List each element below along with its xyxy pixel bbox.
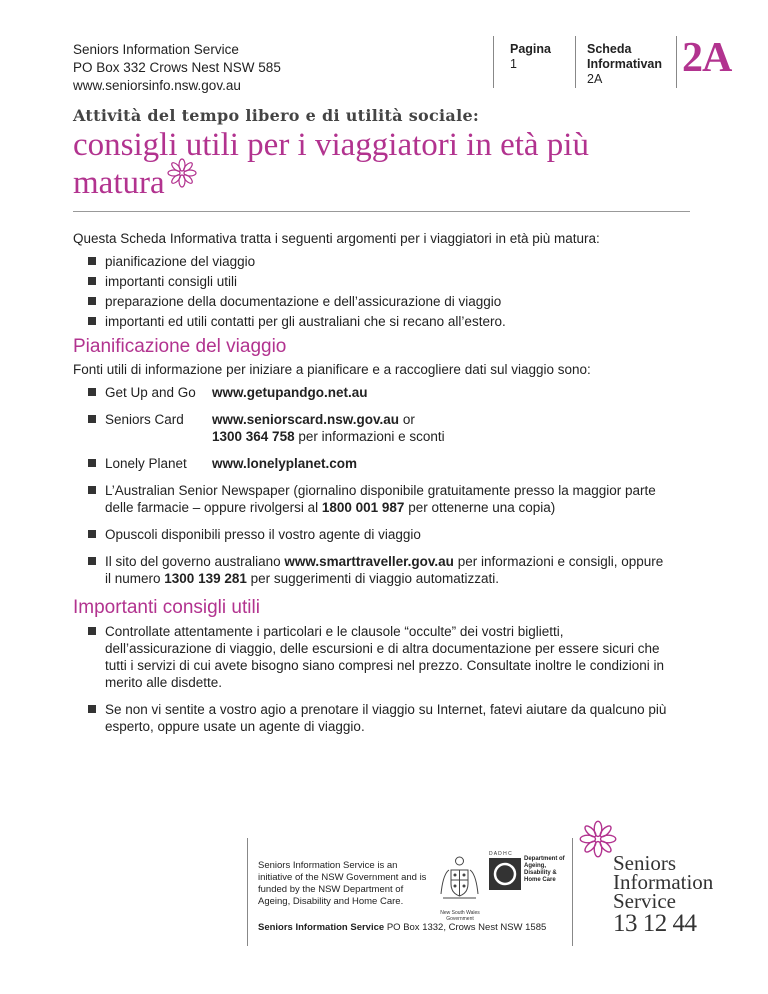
bullet-icon [88,486,96,494]
gov-link[interactable]: www.smarttraveller.gov.au [284,554,454,569]
page-number: 1 [510,57,517,71]
list-item: preparazione della documentazione e dell’assicurazione di viaggio [73,293,673,310]
footer-divider-1 [247,838,248,946]
resource-link[interactable]: www.lonelyplanet.com [212,456,358,471]
list-item: Il sito del governo australiano www.smarttraveller.gov.au per informazioni e consigli, oppure il numero 1300 139 281 per suggerimenti di viaggio automatizzati. [73,553,673,587]
sheet-code-small: 2A [587,72,603,86]
nsw-crest-icon [437,852,482,910]
header-address [73,41,281,95]
section-heading-planning: Pianificazione del viaggio [73,336,287,357]
resource-link[interactable]: www.getupandgo.net.au [212,385,368,400]
header-divider-3 [676,36,677,88]
bullet-icon [88,388,96,396]
sheet-label-2: Informativan [587,57,663,71]
sheet-label-1: Scheda [587,42,632,56]
seniors-logo-text: Seniors Information Service [613,851,714,913]
header-divider-2 [575,36,576,88]
title-rule [73,211,690,212]
address-line-web: www.seniorsinfo.nsw.gov.au [73,78,241,93]
title-line-2-text: consigli utili per i viaggiatori in età più matura [73,127,589,201]
resource-label: Get Up and Go [105,385,196,400]
footer-initiative-text: Seniors Information Service is an initiative of the NSW Government and is funded by the NSW Department of Ageing, Disability and Home Care. [258,860,427,907]
bullet-icon [88,705,96,713]
list-item: Opuscoli disponibili presso il vostro agente di viaggio [73,526,673,543]
bullet-icon [88,530,96,538]
page-indicator [510,42,551,72]
list-item [73,455,673,472]
crest-caption: New South Wales Government [440,910,480,922]
address-line-po: PO Box 332 Crows Nest NSW 585 [73,60,281,75]
list-item: importanti ed utili contatti per gli australiani che si recano all’estero. [73,313,673,330]
list-item: L’Australian Senior Newspaper (giornalino disponibile gratuitamente presso la maggior parte delle farmacie – oppure rivolgersi al 1800 001 987 per ottenerne una copia) [73,482,673,516]
bullet-icon [88,317,96,325]
bullet-icon [88,257,96,265]
department-text: Department of Ageing, Disability & Home Care [524,856,565,883]
title-line-1: Attività del tempo libero e di utilità sociale: [73,106,480,125]
bullet-icon [88,277,96,285]
page-label: Pagina [510,42,551,56]
logo-phone-number: 13 12 44 [613,910,697,937]
footer-divider-2 [572,838,573,946]
newspaper-phone: 1800 001 987 [321,500,405,515]
planning-list [73,384,673,587]
bullet-icon [88,297,96,305]
gov-phone: 1300 139 281 [164,571,247,586]
logo-flower-icon [579,820,617,863]
section-heading-tips: Importanti consigli utili [73,597,260,618]
sheet-indicator [587,42,662,87]
resource-label: Lonely Planet [105,456,187,471]
list-item: Se non vi sentite a vostro agio a prenotare il viaggio su Internet, fatevi aiutare da qualcuno più esperto, oppure usate un agente di viaggio. [73,701,673,735]
footer-address: Seniors Information Service PO Box 1332, Crows Nest NSW 1585 [258,922,547,933]
header-divider-1 [493,36,494,88]
dadhc-caption: D A D H C [489,851,512,857]
resource-link[interactable]: www.seniorscard.nsw.gov.au [212,412,400,427]
list-item: Controllate attentamente i particolari e le clausole “occulte” dei vostri biglietti, dell’assicurazione di viaggio, delle escursioni e di altra documentazione per essere sicuri che tutti i servizi di cui avete bisogno siano compresi nel prezzo. Consultate inoltre le condizioni in merito alle disdette. [73,623,673,691]
intro-list [73,253,673,330]
sheet-code-large: 2A [682,35,732,81]
bullet-icon [88,627,96,635]
planning-text: Fonti utili di informazione per iniziare a pianificare e a raccogliere dati sul viaggio sono: [73,362,591,377]
address-line-org: Seniors Information Service [73,42,239,57]
bullet-icon [88,415,96,423]
main-content [73,230,673,745]
resource-label: Seniors Card [105,412,184,427]
list-item: importanti consigli utili [73,273,673,290]
list-item: Seniors Card www.seniorscard.nsw.gov.au or 1300 364 758 per informazioni e sconti [73,411,673,445]
tips-list [73,623,673,735]
intro-text: Questa Scheda Informativa tratta i seguenti argomenti per i viaggiatori in età più matura: [73,231,600,246]
list-item: pianificazione del viaggio [73,253,673,270]
dadhc-logo-icon [489,858,521,890]
list-item [73,384,673,401]
bullet-icon [88,459,96,467]
flower-icon [167,158,197,197]
title-line-2 [73,126,633,202]
resource-phone: 1300 364 758 [212,429,295,444]
bullet-icon [88,557,96,565]
